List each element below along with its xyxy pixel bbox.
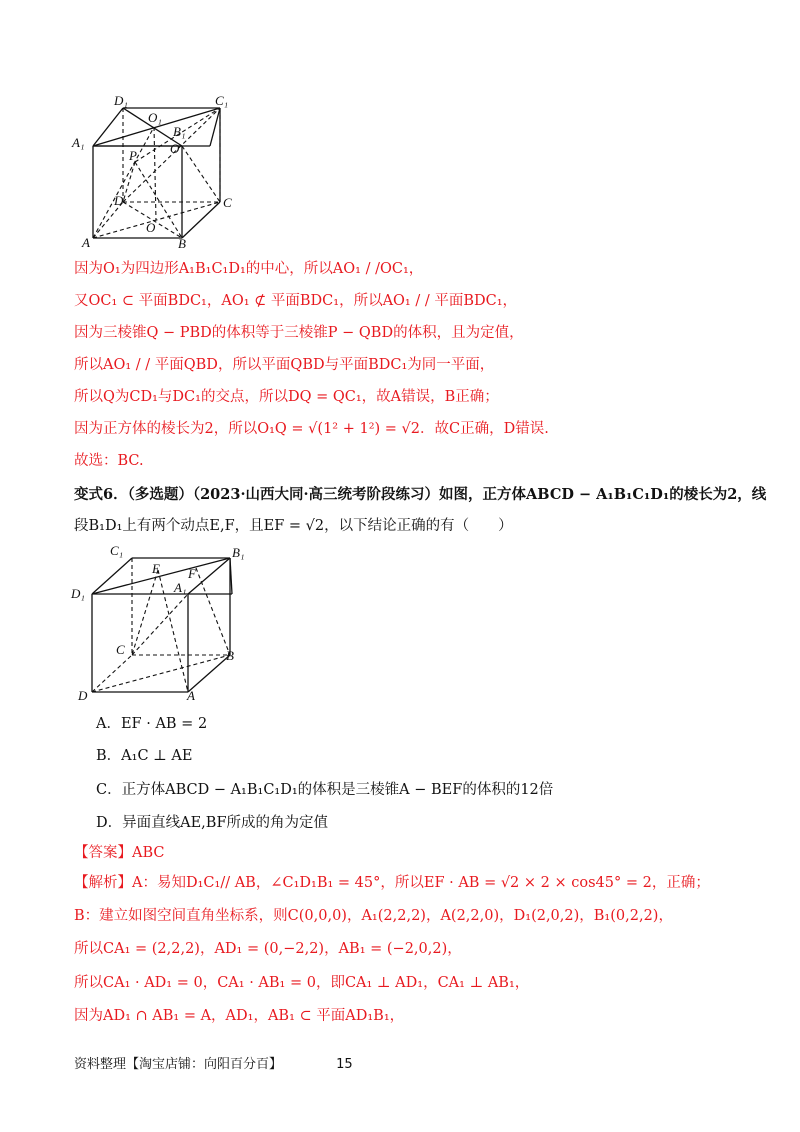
problem-line2: 段B₁D₁上有两个动点E,F，且EF = √2，以下结论正确的有（ ） bbox=[74, 518, 513, 534]
analysis-line1: 【解析】A：易知D₁C₁// AB，∠C₁D₁B₁ = 45°，所以EF · AB = √2 × 2 × cos45° = 2，正确； bbox=[74, 875, 710, 891]
label-A: A bbox=[82, 235, 90, 250]
label2-D: D bbox=[78, 688, 88, 703]
figure-cube-1 bbox=[70, 92, 250, 252]
label2-B1: B₁ bbox=[232, 545, 245, 560]
label-D1: D₁ bbox=[114, 93, 128, 108]
page-number: 15 bbox=[336, 1057, 353, 1072]
analysis-line3: 所以CA₁ = (2,2,2)，AD₁ = (0,−2,2)，AB₁ = (−2,0,2)， bbox=[74, 941, 462, 957]
label2-C: C bbox=[116, 642, 125, 657]
analysis-line2: B：建立如图空间直角坐标系，则C(0,0,0)，A₁(2,2,2)，A(2,2,0)，D₁(2,0,2)，B₁(0,2,2)， bbox=[74, 908, 673, 924]
label-B1: B₁ bbox=[173, 124, 186, 139]
label2-F: F bbox=[188, 566, 196, 581]
label-O-top: O bbox=[170, 141, 180, 156]
label2-C1: C₁ bbox=[110, 543, 124, 558]
label2-D1: D₁ bbox=[71, 586, 85, 601]
label-C: C bbox=[223, 195, 232, 210]
figure-cube-2 bbox=[70, 540, 250, 705]
problem-line1: 变式6．（多选题）（2023·山西大同·高三统考阶段练习）如图，正方体ABCD − A₁B₁C₁D₁的棱长为2，线 bbox=[74, 486, 767, 503]
solution1-line6: 因为正方体的棱长为2，所以O₁Q = √(1² + 1²) = √2．故C正确，D错误. bbox=[74, 421, 549, 437]
analysis-line5: 因为AD₁ ∩ AB₁ = A，AD₁，AB₁ ⊂ 平面AD₁B₁， bbox=[74, 1008, 405, 1024]
option-a: A．EF · AB = 2 bbox=[96, 716, 208, 732]
option-c: C．正方体ABCD − A₁B₁C₁D₁的体积是三棱锥A − BEF的体积的12倍 bbox=[96, 782, 554, 798]
solution1-line1: 因为O₁为四边形A₁B₁C₁D₁的中心，所以AO₁ / /OC₁， bbox=[74, 261, 424, 277]
label2-A1: A₁ bbox=[174, 580, 187, 595]
label-P: P bbox=[129, 148, 137, 163]
label2-E: E bbox=[152, 561, 160, 576]
solution1-line4: 所以AO₁ / / 平面QBD，所以平面QBD与平面BDC₁为同一平面， bbox=[74, 357, 495, 373]
label-O: O bbox=[146, 220, 156, 235]
label-A1: A₁ bbox=[72, 135, 85, 150]
label2-A: A bbox=[187, 688, 195, 703]
solution1-line5: 所以Q为CD₁与DC₁的交点，所以DQ = QC₁，故A错误，B正确； bbox=[74, 389, 499, 405]
label-D: D bbox=[114, 193, 124, 208]
label-C1: C₁ bbox=[215, 93, 229, 108]
label2-B: B bbox=[226, 648, 234, 663]
answer-line: 【答案】ABC bbox=[74, 845, 165, 861]
analysis-line4: 所以CA₁ · AD₁ = 0，CA₁ · AB₁ = 0，即CA₁ ⊥ AD₁，CA₁ ⊥ AB₁， bbox=[74, 975, 530, 991]
page-footer bbox=[74, 1053, 353, 1072]
footer-source: 资料整理【淘宝店铺：向阳百分百】 bbox=[74, 1057, 283, 1072]
option-d: D．异面直线AE,BF所成的角为定值 bbox=[96, 815, 329, 831]
solution1-line2: 又OC₁ ⊂ 平面BDC₁，AO₁ ⊄ 平面BDC₁，所以AO₁ / / 平面BDC₁， bbox=[74, 293, 518, 309]
label-O1: O₁ bbox=[148, 110, 162, 125]
solution1-line7: 故选：BC. bbox=[74, 453, 144, 469]
solution1-line3: 因为三棱锥Q − PBD的体积等于三棱锥P − QBD的体积，且为定值， bbox=[74, 325, 524, 341]
label-B: B bbox=[178, 236, 186, 251]
option-b: B．A₁C ⊥ AE bbox=[96, 748, 193, 764]
